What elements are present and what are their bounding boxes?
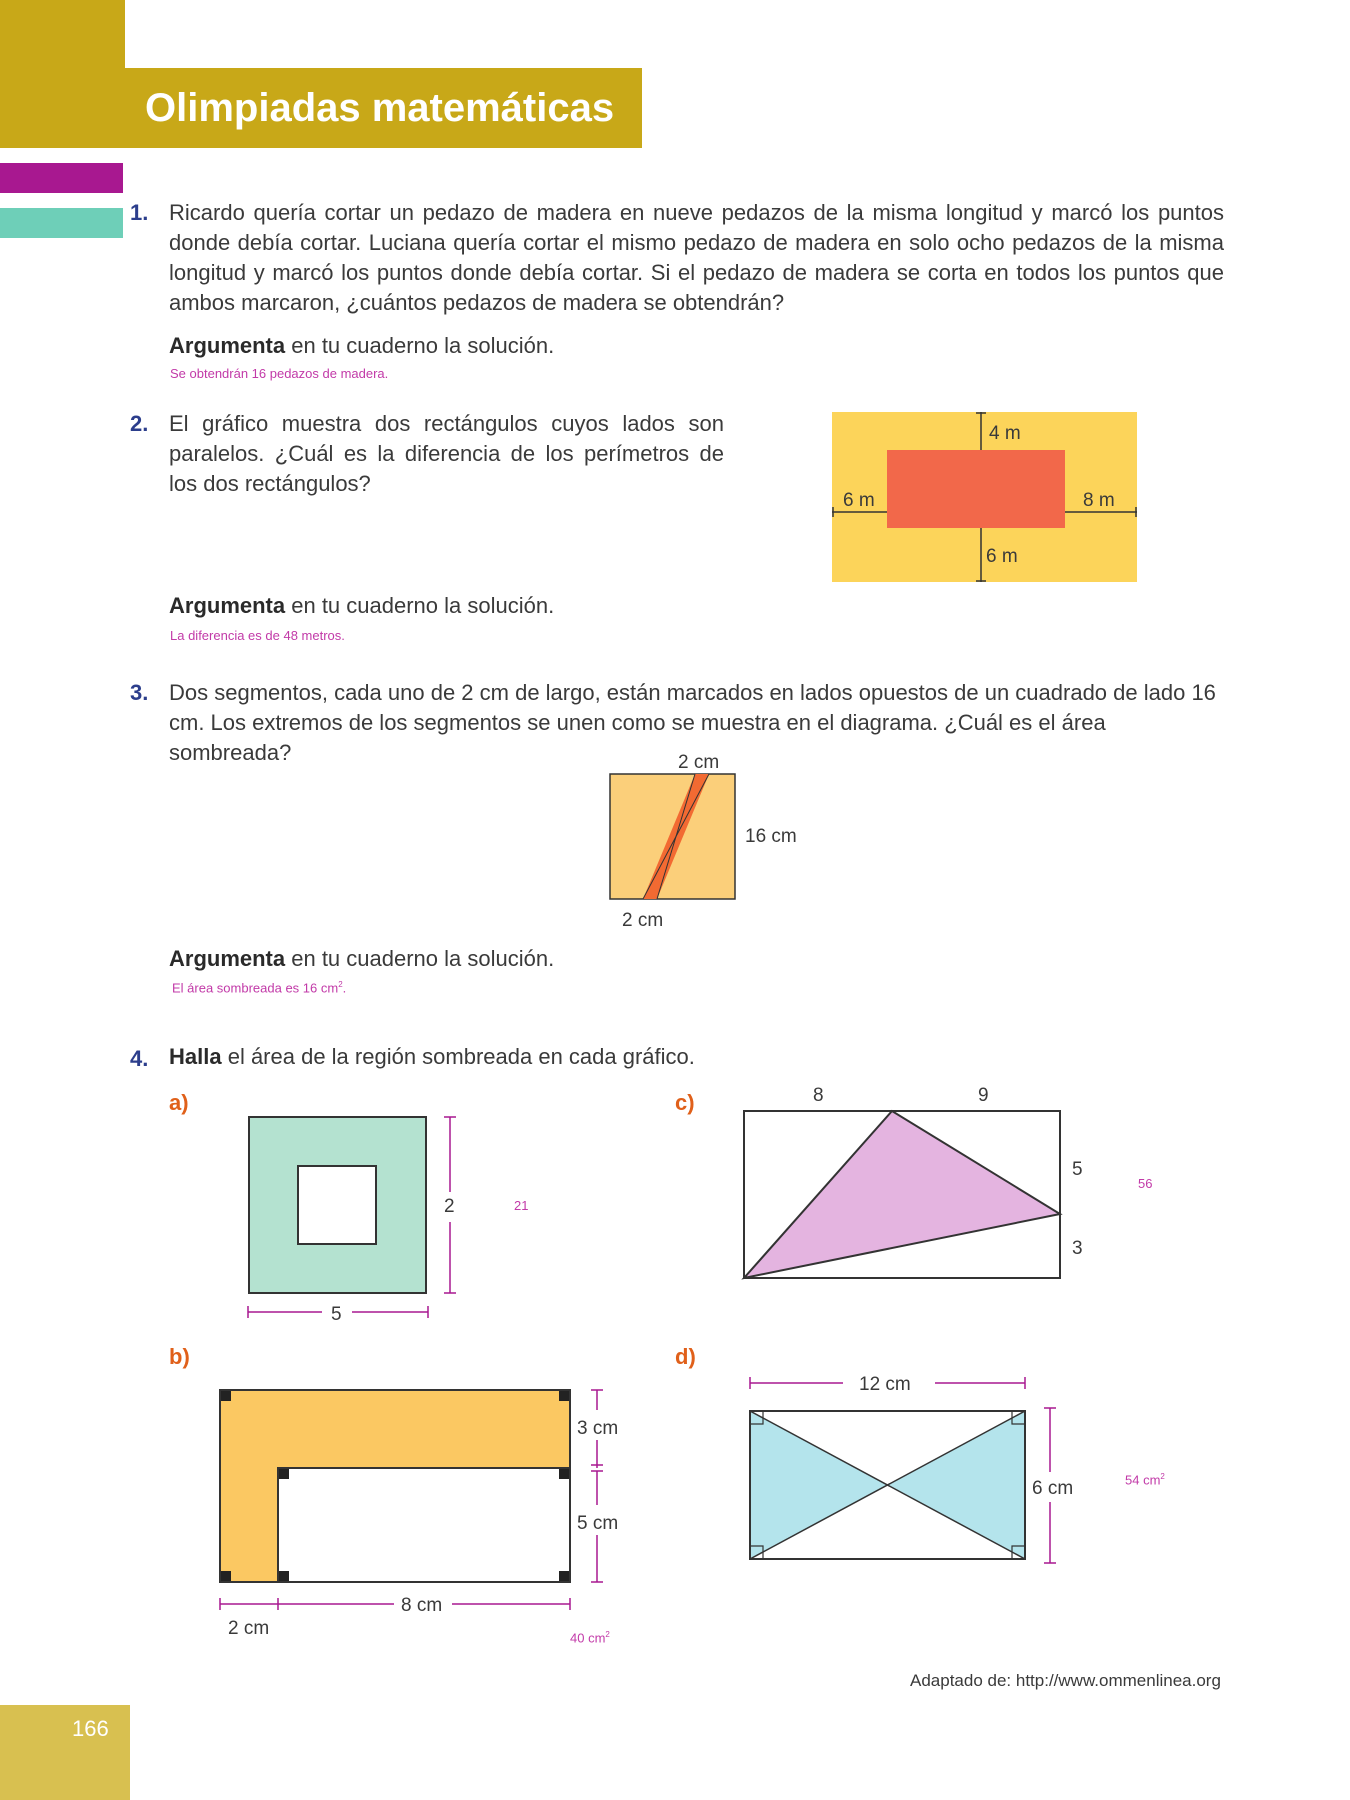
text-bold: Halla — [169, 1044, 222, 1069]
part-a-answer: 21 — [514, 1198, 529, 1213]
answer-text: 54 cm — [1125, 1472, 1161, 1488]
problem-3-text: Dos segmentos, cada uno de 2 cm de largo, están marcados en lados opuestos de un cuadrado de lado 16 cm. Los extremos de los segmentos se unen como se muestra en el diagrama. ¿Cuál es el área sombreada? — [169, 680, 1216, 765]
part-b-figure — [210, 1375, 630, 1645]
part-c-figure — [730, 1078, 1090, 1283]
text-rest: el área de la región sombreada en cada gráfico. — [221, 1044, 695, 1069]
label-right-1: 5 — [1072, 1159, 1083, 1180]
problem-1-text: Ricardo quería cortar un pedazo de madera en nueve pedazos de la misma longitud y marcó los puntos donde debía cortar. Luciana quería cortar el mismo pedazo de madera en solo ocho pedazos de la misma longitud y marcó los puntos donde debía cortar. Si el pedazo de madera se corta en todos los puntos que ambos marcaron, ¿cuántos pedazos de madera se obtendrán? — [169, 200, 1224, 315]
accent-bar-teal — [0, 208, 123, 238]
prompt-bold: Argumenta — [169, 333, 286, 358]
part-d-label: d) — [675, 1344, 696, 1369]
label-width: 12 cm — [859, 1374, 911, 1395]
page-title: Olimpiadas matemáticas — [145, 86, 615, 130]
problem-3-figure — [600, 748, 820, 938]
label-top: 4 m — [989, 423, 1021, 444]
problem-4-number: 4. — [130, 1046, 149, 1071]
part-a-label: a) — [169, 1090, 189, 1115]
problem-1-answer: Se obtendrán 16 pedazos de madera. — [170, 366, 389, 381]
problem-3-number: 3. — [130, 680, 149, 705]
label-left: 6 m — [843, 490, 875, 511]
problem-4-text — [169, 1044, 695, 1070]
white-rectangle — [278, 1468, 570, 1582]
problem-2-answer: La diferencia es de 48 metros. — [170, 628, 345, 643]
label-bottom: 2 cm — [622, 910, 664, 931]
label-bottom: 5 — [331, 1304, 342, 1325]
part-b-label: b) — [169, 1344, 190, 1369]
problem-1-prompt — [169, 333, 554, 359]
title-banner-cutout — [125, 0, 1350, 68]
answer-sup: 2 — [338, 980, 343, 989]
answer-text: 40 cm — [570, 1630, 606, 1646]
label-bottom: 6 m — [986, 546, 1018, 567]
accent-bar-magenta — [0, 163, 123, 193]
problem-2-number: 2. — [130, 411, 149, 436]
answer-text: El área sombreada es 16 cm — [172, 980, 339, 996]
label-w2: 8 cm — [401, 1595, 443, 1616]
problem-2-prompt — [169, 593, 554, 619]
label-top-1: 8 — [813, 1085, 824, 1106]
answer-end: . — [342, 980, 347, 996]
page-number-tab — [0, 1705, 130, 1800]
source-credit: Adaptado de: http://www.ommenlinea.org — [910, 1671, 1221, 1690]
inner-rectangle — [887, 450, 1065, 528]
inner-square — [298, 1166, 376, 1244]
prompt-bold: Argumenta — [169, 593, 286, 618]
problem-2-text: El gráfico muestra dos rectángulos cuyos lados son paralelos. ¿Cuál es la diferencia de los perímetros de los dos rectángulos? — [169, 411, 724, 496]
label-h2: 5 cm — [577, 1513, 619, 1534]
part-d-answer — [1125, 1472, 1165, 1487]
part-c-label: c) — [675, 1090, 695, 1115]
label-height: 6 cm — [1032, 1478, 1074, 1499]
label-h1: 3 cm — [577, 1418, 619, 1439]
label-top: 2 cm — [678, 752, 720, 773]
prompt-rest: en tu cuaderno la solución. — [285, 333, 555, 358]
prompt-bold: Argumenta — [169, 946, 286, 971]
problem-3-prompt — [169, 946, 554, 972]
part-c-answer: 56 — [1138, 1176, 1153, 1191]
part-d-figure — [735, 1368, 1074, 1568]
label-top-2: 9 — [978, 1085, 989, 1106]
label-side: 2 — [444, 1196, 455, 1217]
page-number: 166 — [72, 1716, 109, 1741]
problem-3-answer — [172, 980, 346, 995]
prompt-rest: en tu cuaderno la solución. — [285, 593, 555, 618]
answer-sup: 2 — [1160, 1472, 1165, 1481]
label-right: 8 m — [1083, 490, 1115, 511]
part-a-figure — [240, 1110, 540, 1330]
problem-2-figure — [830, 410, 1140, 585]
part-b-answer — [570, 1630, 610, 1645]
label-right-2: 3 — [1072, 1238, 1083, 1259]
label-w1: 2 cm — [228, 1618, 270, 1639]
prompt-rest: en tu cuaderno la solución. — [285, 946, 555, 971]
label-side: 16 cm — [745, 826, 797, 847]
answer-sup: 2 — [605, 1630, 610, 1639]
problem-1-number: 1. — [130, 200, 149, 225]
